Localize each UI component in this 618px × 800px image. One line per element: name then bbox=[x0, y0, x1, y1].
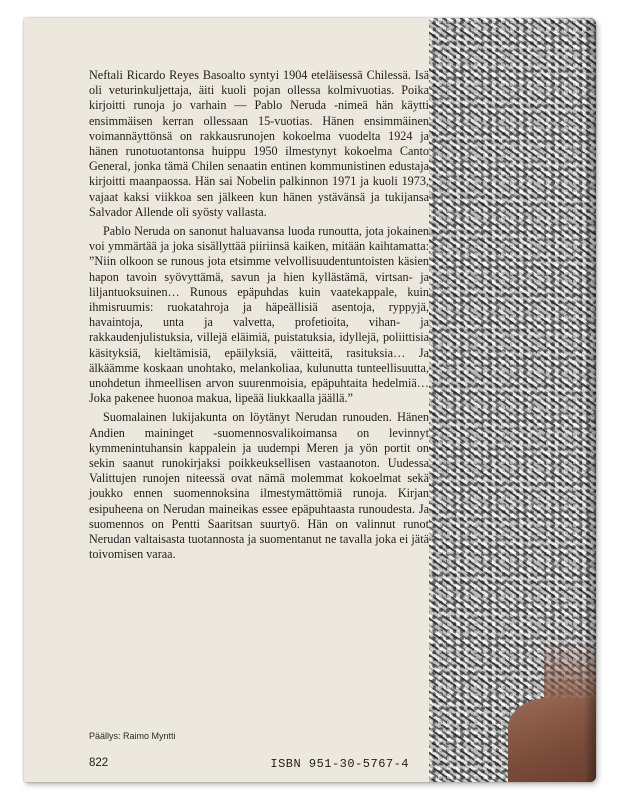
classification-code: 822 bbox=[89, 757, 109, 769]
worn-corner bbox=[508, 698, 596, 782]
blurb-paragraph-3: Suomalainen lukijakunta on löytänyt Nerudan runouden. Hänen Andien maininget -suomennosvalikoimansa on levinnyt kymmenintuhansin kappalein ja uudempi Meren ja yön portit on sekin saanut runokirjaksi poikkeuksellisen vastaanoton. Uudessa Valittujen runojen niteessä ovat nämä molemmat kokoelmat sekä joukko ennen suomennoksina ilmestymättömiä runoja. Kirjan esipuheena on Nerudan maineikas essee epäpuhtaasta runoudesta. Ja suomennos on Pentti Saaritsan suurtyö. Hän on valinnut runot Nerudan valtaisasta tuotannosta ja suomentanut ne tavalla joka ei jätä toivomisen varaa. bbox=[89, 410, 429, 562]
cover-credit: Päällys: Raimo Myntti bbox=[89, 731, 176, 741]
blurb-paragraph-2: Pablo Neruda on sanonut haluavansa luoda runoutta, jota jokainen voi ymmärtää ja joka sisällyttää piiriinsä kaiken, mitään kaihtamatta: ”Niin olkoon se runous jota etsimme velvollisuudentuntoisten käsien hapon tavoin syövyttämä, savun ja hien kyllästämä, virtsan- ja liljantuoksuinen… Runous epäpuhdas kuin vaatekappale, kuin ihmisruumis: ruokatahroja ja häpeällisiä asentoja, ryppyjä, havaintoja, unta ja valvetta, profetioita, vihan- ja rakkaudenjulistuksia, villejä eläimiä, puistatuksia, idyllejä, poliittisia käsityksiä, kieltämisiä, epäilyksiä, väitteitä, rasituksia… Ja älkäämme koskaan unohtako, melankoliaa, kulunutta tunteellisuutta, unohdetun ihmeellisen arvon suurenmoisia, epäpuhtaita hedelmiä… Joka pakenee huonoa makua, lipeää liukkaalla jäällä.” bbox=[89, 224, 429, 406]
isbn: ISBN 951-30-5767-4 bbox=[270, 757, 409, 771]
blurb-paragraph-1: Neftali Ricardo Reyes Basoalto syntyi 1904 eteläisessä Chilessä. Isä oli veturinkuljettaja, äiti kuoli pojan ollessa kolmivuotias. Poika kirjoitti runoja jo varhain — Pablo Neruda -nimeä hän käytti ensimmäisen kerran ollessaan 15-vuotias. Hänen ensimmäinen voimannäyttönsä on rakkausrunojen kokoelma vuodelta 1924 ja hänen runotuotantonsa huippu 1950 ilmestynyt kokoelma Canto General, jonka tämä Chilen senaatin entinen kommunistinen edustaja kirjoitti maanpaossa. Hän sai Nobelin palkinnon 1971 ja kuoli 1973, vajaat kaksi viikkoa sen jälkeen kun hänen ystävänsä ja tukijansa Salvador Allende oli syösty vallasta. bbox=[89, 68, 429, 219]
book-back-cover bbox=[24, 18, 596, 782]
blurb-text bbox=[89, 68, 429, 567]
spine-edge bbox=[584, 18, 596, 782]
text-panel bbox=[24, 18, 429, 782]
